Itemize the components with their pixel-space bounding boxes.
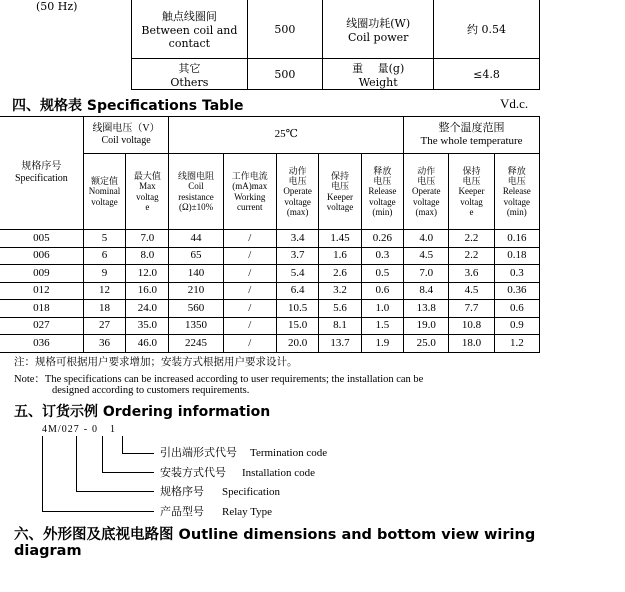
label-en: Between coil and: [141, 24, 238, 37]
code-install: 0: [92, 424, 99, 435]
header-specification: [0, 117, 83, 230]
section6-title-cont: diagram: [14, 543, 82, 559]
header-cn: 线圈电压（V）: [92, 123, 160, 134]
header-keeper-voltage: 保持 电压 Keeper voltage: [319, 154, 361, 230]
weight-value: ≤4.8: [434, 59, 540, 90]
weight-cell: [323, 59, 434, 90]
connector-line: [76, 436, 77, 492]
order-code: [42, 424, 116, 435]
header-whole-temperature: [404, 117, 540, 154]
unit-label: Vd.c.: [500, 96, 529, 111]
header-en: Specification: [14, 173, 68, 184]
header-release-voltage-whole: 释放 电压 Release voltage (min): [494, 154, 539, 230]
code-termination: 1: [110, 424, 117, 435]
header-en: The whole temperature: [420, 135, 523, 147]
param-cn: 重 量(g): [352, 61, 405, 75]
table-row: 009 9 12.0 140 / 5.4 2.6 0.5 7.0 3.6 0.3: [0, 265, 540, 283]
others-cell: [132, 59, 247, 90]
frequency-label: (50 Hz): [36, 0, 78, 13]
code-dash: -: [83, 424, 89, 435]
specifications-table: [0, 116, 540, 353]
connector-line: [76, 491, 154, 492]
code-relay-type: 4M: [42, 424, 58, 435]
param-en: Coil power: [347, 30, 409, 44]
connector-line: [102, 436, 103, 473]
header-operate-voltage: 动作 电压 Operate voltage (max): [276, 154, 318, 230]
header-max: 最大值 Max voltag e: [126, 154, 169, 230]
header-cn: 规格序号: [21, 161, 62, 172]
legend-installation: 安装方式代号 Installation code: [160, 467, 316, 479]
label-en-cont: contact: [168, 37, 211, 50]
contact-parameters-table: [0, 0, 540, 90]
note-en: Note：The specifications can be increased according to user requirements; the installation can be: [14, 374, 424, 385]
value-cell: 500: [247, 0, 323, 59]
param-en: Weight: [358, 75, 398, 89]
header-25c: 25℃: [169, 117, 404, 154]
header-working-current: 工作电流 (mA)max Working current: [223, 154, 276, 230]
legend-termination: 引出端形式代号 Termination code: [160, 447, 328, 459]
header-coil-voltage: [83, 117, 169, 154]
table-row: 012 12 16.0 210 / 6.4 3.2 0.6 8.4 4.5 0.36: [0, 282, 540, 300]
label-cn: 触点线圈间: [161, 10, 217, 23]
note-cn: 注：规格可根据用户要求增加；安装方式根据用户要求设计。: [14, 357, 298, 368]
table-row: 006 6 8.0 65 / 3.7 1.6 0.3 4.5 2.2 0.18: [0, 247, 540, 265]
table-row: 036 36 46.0 2245 / 20.0 13.7 1.9 25.0 18.0 1.2: [0, 335, 540, 353]
legend-specification: 规格序号 Specification: [160, 486, 281, 498]
header-operate-voltage-whole: 动作 电压 Operate voltage (max): [404, 154, 449, 230]
header-resistance: 线圈电阻 Coil resistance (Ω)±10%: [169, 154, 223, 230]
legend-relay-type: 产品型号 Relay Type: [160, 506, 273, 518]
value-cell: 500: [247, 59, 323, 90]
frequency-cell: [0, 0, 132, 90]
code-slash: /: [57, 424, 62, 435]
header-keeper-voltage-whole: 保持 电压 Keeper voltag e: [449, 154, 494, 230]
header-release-voltage: 释放 电压 Release voltage (min): [361, 154, 403, 230]
section5-title: 五、订货示例 Ordering information: [14, 404, 271, 420]
connector-line: [122, 453, 154, 454]
connector-line: [122, 436, 123, 454]
connector-line: [42, 511, 154, 512]
table-row: 005 5 7.0 44 / 3.4 1.45 0.26 4.0 2.2 0.16: [0, 230, 540, 248]
section6-title: 六、外形图及底视电路图 Outline dimensions and bottom view wiring: [14, 527, 536, 543]
header-nominal: 额定值 Nominal voltage: [83, 154, 126, 230]
label-en: Others: [170, 75, 209, 89]
table-row: 027 27 35.0 1350 / 15.0 8.1 1.5 19.0 10.8 0.9: [0, 317, 540, 335]
section4-title: 四、规格表 Specifications Table: [12, 98, 244, 114]
table-row: 018 18 24.0 560 / 10.5 5.6 1.0 13.8 7.7 0.6: [0, 300, 540, 318]
header-cn: 整个温度范围: [438, 121, 505, 134]
coil-power-value: 约 0.54: [434, 0, 540, 59]
note-en-cont: designed according to customers requirements.: [52, 385, 250, 396]
code-spec: 027: [61, 424, 80, 435]
connector-line: [102, 472, 154, 473]
header-en: Coil voltage: [101, 135, 151, 146]
connector-line: [42, 436, 43, 512]
between-coil-contact-cell: [132, 0, 247, 59]
param-cn: 线圈功耗(W): [346, 16, 411, 30]
coil-power-cell: [323, 0, 434, 59]
label-cn: 其它: [178, 61, 201, 75]
